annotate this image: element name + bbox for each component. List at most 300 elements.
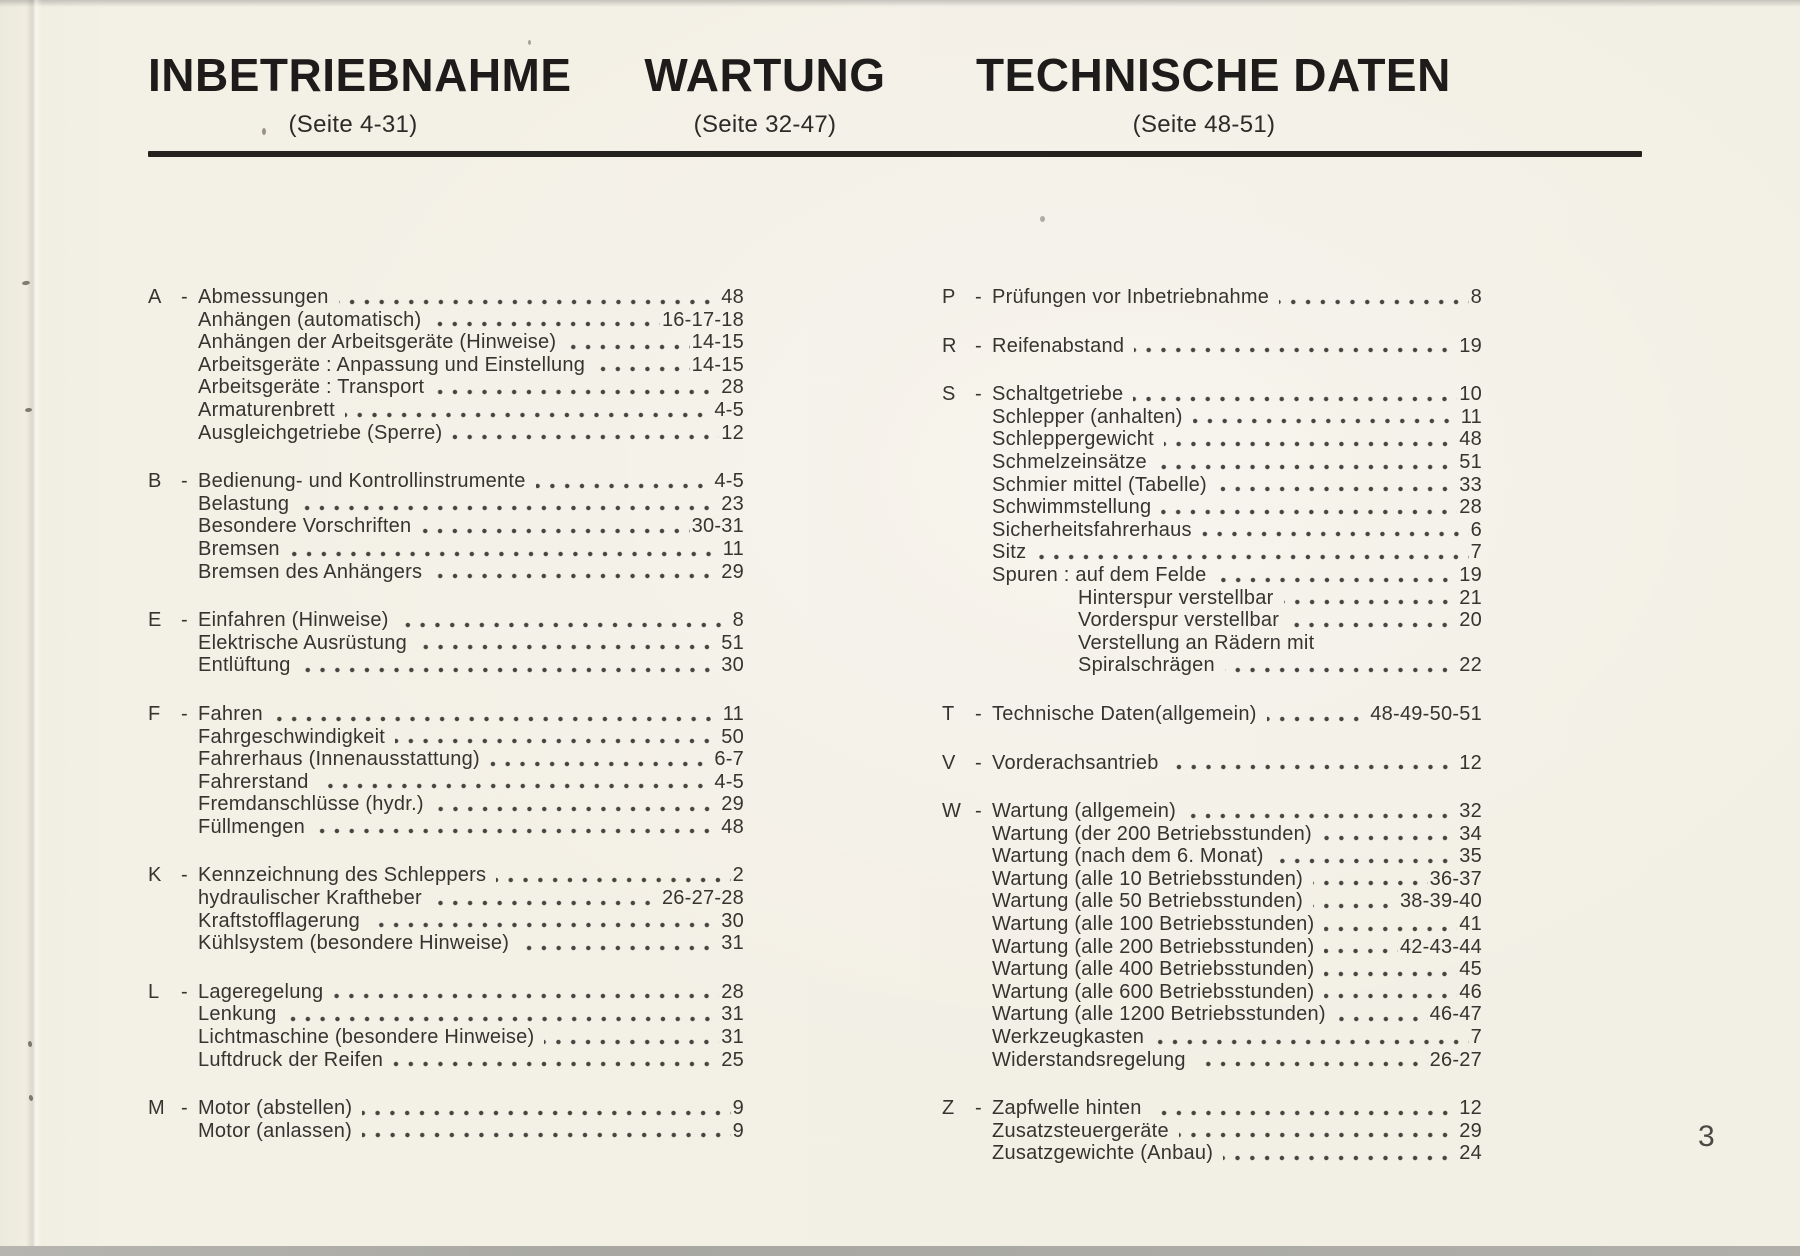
letter-dash: - (181, 1097, 188, 1120)
dot-leader (431, 321, 660, 327)
dot-leader (421, 528, 689, 534)
entry-label: Schaltgetriebe (992, 383, 1124, 406)
entry-page: 48 (721, 286, 744, 308)
entry-label: Anhängen (automatisch) (198, 308, 422, 331)
dot-leader (1217, 486, 1457, 492)
index-section-z (942, 1097, 1482, 1165)
dot-leader (544, 1039, 719, 1045)
entry-label: Vorderspur verstellbar (1078, 609, 1280, 632)
dot-leader (432, 573, 719, 579)
index-entry (942, 587, 1482, 610)
entry-label: Fahren (198, 702, 263, 725)
letter-dash: - (181, 864, 188, 887)
entry-label: Schleppergewicht (992, 428, 1154, 451)
entry-page: 19 (1459, 334, 1482, 357)
entry-page: 29 (721, 560, 744, 583)
index-entry (942, 703, 1482, 726)
entry-page: 51 (1459, 450, 1482, 473)
entry-page: 25 (721, 1048, 744, 1071)
dot-leader (1322, 835, 1457, 841)
index-entry (942, 1142, 1482, 1165)
ink-speck (262, 128, 266, 135)
entry-page: 7 (1470, 541, 1482, 564)
section-letter: R (942, 334, 957, 357)
index-entry (942, 752, 1482, 775)
entry-page: 42-43-44 (1399, 935, 1482, 958)
entry-label: Ausgleichgetriebe (Sperre) (198, 421, 443, 444)
index-entry (148, 932, 744, 955)
entry-page: 20 (1459, 609, 1482, 632)
letter-dash: - (975, 286, 982, 308)
entry-page: 9 (732, 1097, 744, 1120)
index-entry (148, 493, 744, 516)
entry-page: 26-27 (1429, 1048, 1482, 1071)
entry-page: 28 (721, 980, 744, 1003)
section-letter: A (148, 286, 162, 308)
index-entry (148, 1120, 744, 1143)
index-entry (942, 1003, 1482, 1026)
dot-leader (417, 644, 719, 650)
scan-bottom-edge (0, 1246, 1800, 1256)
index-entry (942, 1097, 1482, 1120)
index-entry (148, 887, 744, 910)
dot-leader (1324, 971, 1457, 977)
chapter-header-inbetriebnahme (148, 48, 572, 139)
entry-label: Schmier mittel (Tabelle) (992, 473, 1207, 496)
entry-label: Besondere Vorschriften (198, 515, 412, 538)
index-section-l (148, 981, 744, 1071)
dot-leader (1154, 1039, 1469, 1045)
index-section-v (942, 752, 1482, 775)
index-entry (148, 422, 744, 445)
dot-leader (1313, 903, 1398, 909)
entry-label: Widerstandsregelung (992, 1048, 1186, 1071)
entry-label: Lichtmaschine (besondere Hinweise) (198, 1026, 535, 1049)
index-entry (942, 890, 1482, 913)
dot-leader (1202, 531, 1469, 537)
entry-page: 19 (1459, 563, 1482, 586)
dot-leader (1284, 599, 1458, 605)
entry-label: Motor (anlassen) (198, 1119, 353, 1142)
scan-top-edge (0, 0, 1800, 7)
chapter-title: TECHNISCHE DATEN (976, 49, 1451, 101)
entry-page: 11 (1460, 405, 1482, 428)
entry-label: Bremsen (198, 537, 280, 560)
entry-label: Kennzeichnung des Schleppers (198, 864, 487, 887)
chapter-header-wartung (644, 48, 886, 139)
index-entry (148, 703, 744, 726)
index-entry (148, 910, 744, 933)
dot-leader (345, 412, 712, 418)
dot-leader (1152, 1110, 1458, 1116)
dot-leader (299, 505, 719, 511)
header-divider-rule (148, 151, 1642, 157)
index-section-p (942, 286, 1482, 309)
dot-leader (496, 877, 730, 883)
index-entry (942, 383, 1482, 406)
entry-label: Fahrerhaus (Innenausstattung) (198, 748, 480, 771)
dot-leader (395, 738, 719, 744)
dot-leader (490, 761, 712, 767)
entry-label: Vorderachsantrieb (992, 751, 1159, 774)
index-entry (942, 868, 1482, 891)
entry-page: 11 (722, 537, 744, 560)
entry-page: 28 (721, 376, 744, 399)
entry-page: 48 (1459, 428, 1482, 451)
entry-label: Technische Daten(allgemein) (992, 702, 1257, 725)
entry-page: 12 (1459, 751, 1482, 774)
entry-page: 31 (721, 1026, 744, 1049)
index-entry (148, 399, 744, 422)
index-section-b (148, 470, 744, 583)
entry-page: 12 (721, 421, 744, 444)
entry-label: Wartung (alle 10 Betriebsstunden) (992, 867, 1304, 890)
dot-leader (1164, 441, 1457, 447)
entry-label: Lenkung (198, 1003, 277, 1026)
entry-page: 4-5 (714, 470, 744, 493)
entry-page: 16-17-18 (661, 308, 744, 331)
dot-leader (536, 483, 713, 489)
dot-leader (393, 1061, 719, 1067)
dot-leader (1324, 644, 1480, 650)
index-entry (942, 632, 1482, 655)
index-entry (942, 496, 1482, 519)
index-entry (942, 913, 1482, 936)
index-entry (942, 1049, 1482, 1072)
dot-leader (287, 1016, 720, 1022)
entry-label: Werkzeugkasten (992, 1026, 1145, 1049)
ink-speck (1040, 216, 1045, 222)
section-letter: M (148, 1097, 165, 1120)
entry-page: 14-15 (691, 353, 744, 376)
chapter-pages: (Seite 4-31) (288, 111, 418, 138)
entry-label: Belastung (198, 492, 290, 515)
chapter-pages: (Seite 32-47) (693, 111, 837, 138)
dot-leader (290, 551, 721, 557)
entry-label: Fahrgeschwindigkeit (198, 725, 386, 748)
dot-leader (362, 1132, 731, 1138)
index-entry (148, 470, 744, 493)
letter-dash: - (181, 980, 188, 1003)
index-entry (942, 286, 1482, 309)
letter-dash: - (181, 470, 188, 493)
entry-label: Kraftstofflagerung (198, 909, 361, 932)
dot-leader (1313, 880, 1428, 886)
chapter-header-technische-daten (976, 48, 1451, 139)
index-entry (148, 771, 744, 794)
dot-leader (370, 922, 719, 928)
entry-label: Fremdanschlüsse (hydr.) (198, 793, 424, 816)
entry-label: Bedienung- und Kontrollinstrumente (198, 470, 526, 493)
dot-leader (1274, 858, 1458, 864)
dot-leader (1267, 716, 1369, 722)
dot-leader (434, 806, 719, 812)
index-column-right (942, 286, 1482, 1191)
dot-leader (432, 900, 660, 906)
page-number: 3 (1698, 1120, 1715, 1153)
entry-label: Abmessungen (198, 286, 329, 308)
index-entry (942, 451, 1482, 474)
dot-leader (315, 828, 719, 834)
index-entry (942, 609, 1482, 632)
entry-page: 48-49-50-51 (1370, 702, 1482, 725)
entry-label: Bremsen des Anhängers (198, 560, 423, 583)
entry-page: 14-15 (691, 331, 744, 354)
index-entry (942, 981, 1482, 1004)
entry-label: Spuren : auf dem Felde (992, 563, 1207, 586)
index-entry (148, 286, 744, 309)
dot-leader (1324, 993, 1457, 999)
entry-label: Armaturenbrett (198, 398, 335, 421)
index-entry (148, 864, 744, 887)
dot-leader (1134, 347, 1457, 353)
entry-page: 41 (1459, 913, 1482, 936)
entry-page: 46-47 (1429, 1003, 1482, 1026)
entry-page: 46 (1459, 980, 1482, 1003)
entry-label: Zusatzsteuergeräte (992, 1119, 1169, 1142)
dot-leader (339, 299, 720, 305)
entry-label: Luftdruck der Reifen (198, 1048, 384, 1071)
dot-leader (1133, 396, 1457, 402)
section-letter: S (942, 383, 956, 406)
entry-page: 32 (1459, 800, 1482, 823)
entry-label: Spiralschrägen (1078, 654, 1215, 677)
index-entry (148, 561, 744, 584)
chapter-title: WARTUNG (644, 49, 886, 101)
section-letter: Z (942, 1097, 955, 1120)
entry-page: 29 (721, 793, 744, 816)
index-column-left (148, 286, 744, 1168)
entry-label: Sicherheitsfahrerhaus (992, 518, 1192, 541)
entry-label: Sitz (992, 541, 1027, 564)
entry-page: 24 (1459, 1142, 1482, 1165)
entry-page: 23 (721, 492, 744, 515)
entry-page: 29 (1459, 1119, 1482, 1142)
index-entry (942, 845, 1482, 868)
index-section-k (148, 864, 744, 954)
entry-label: Hinterspur verstellbar (1078, 586, 1274, 609)
index-entry (148, 1097, 744, 1120)
index-entry (148, 632, 744, 655)
dot-leader (319, 783, 713, 789)
entry-page: 10 (1459, 383, 1482, 406)
dot-leader (1279, 299, 1468, 305)
entry-page: 50 (721, 725, 744, 748)
entry-page: 34 (1459, 822, 1482, 845)
index-entry (148, 376, 744, 399)
index-entry (942, 541, 1482, 564)
index-entry (148, 331, 744, 354)
entry-page: 7 (1470, 1026, 1482, 1049)
entry-label: Wartung (nach dem 6. Monat) (992, 845, 1264, 868)
index-entry (148, 515, 744, 538)
entry-label: Motor (abstellen) (198, 1097, 353, 1120)
dot-leader (1324, 926, 1457, 932)
entry-page: 51 (721, 631, 744, 654)
index-entry (148, 1003, 744, 1026)
entry-label: Prüfungen vor Inbetriebnahme (992, 286, 1270, 308)
entry-label: Elektrische Ausrüstung (198, 631, 407, 654)
entry-page: 9 (732, 1119, 744, 1142)
section-letter: W (942, 800, 962, 823)
entry-page: 2 (732, 864, 744, 887)
entry-page: 6 (1470, 518, 1482, 541)
entry-label: Wartung (allgemein) (992, 800, 1177, 823)
section-letter: B (148, 470, 162, 493)
letter-dash: - (975, 800, 982, 823)
index-entry (148, 1049, 744, 1072)
entry-page: 8 (732, 609, 744, 632)
dot-leader (1336, 1016, 1428, 1022)
index-entry (148, 748, 744, 771)
section-letter: P (942, 286, 956, 308)
entry-label: Wartung (alle 400 Betriebsstunden) (992, 958, 1315, 981)
index-section-a (148, 286, 744, 444)
entry-page: 33 (1459, 473, 1482, 496)
entry-label: Kühlsystem (besondere Hinweise) (198, 932, 510, 955)
dot-leader (1289, 622, 1457, 628)
index-entry (148, 309, 744, 332)
entry-label: Wartung (alle 600 Betriebsstunden) (992, 980, 1315, 1003)
index-entry (942, 474, 1482, 497)
entry-label: Reifenabstand (992, 334, 1125, 357)
dot-leader (1161, 509, 1457, 515)
entry-label: Wartung (alle 50 Betriebsstunden) (992, 890, 1304, 913)
index-entry (148, 981, 744, 1004)
index-section-f (148, 703, 744, 839)
chapter-pages: (Seite 48-51) (1132, 111, 1276, 138)
index-entry (148, 816, 744, 839)
dot-leader (434, 389, 719, 395)
index-entry (942, 1026, 1482, 1049)
binding-crease (26, 0, 42, 1246)
letter-dash: - (975, 702, 982, 725)
entry-label: Wartung (alle 100 Betriebsstunden) (992, 913, 1315, 936)
entry-label: Füllmengen (198, 815, 306, 838)
dot-leader (1324, 948, 1398, 954)
entry-label: Einfahren (Hinweise) (198, 609, 389, 632)
entry-label: Schmelzeinsätze (992, 450, 1147, 473)
index-section-t (942, 703, 1482, 726)
entry-label: Wartung (der 200 Betriebsstunden) (992, 822, 1312, 845)
dot-leader (566, 344, 689, 350)
entry-page: 38-39-40 (1399, 890, 1482, 913)
entry-label: hydraulischer Kraftheber (198, 887, 422, 910)
index-entry (942, 958, 1482, 981)
entry-label: Lageregelung (198, 980, 324, 1003)
dot-leader (362, 1110, 730, 1116)
chapter-title: INBETRIEBNAHME (148, 49, 572, 101)
ink-speck (528, 40, 531, 45)
dot-leader (1217, 577, 1458, 583)
entry-page: 30 (721, 654, 744, 677)
index-entry (148, 654, 744, 677)
entry-label: Wartung (alle 200 Betriebsstunden) (992, 935, 1315, 958)
section-letter: F (148, 702, 161, 725)
letter-dash: - (975, 1097, 982, 1120)
section-letter: K (148, 864, 162, 887)
letter-dash: - (975, 334, 982, 357)
index-section-w (942, 800, 1482, 1071)
index-entry (148, 1026, 744, 1049)
index-entry (942, 428, 1482, 451)
dot-leader (1169, 764, 1458, 770)
section-letter: L (148, 980, 160, 1003)
entry-page: 28 (1459, 496, 1482, 519)
index-entry (942, 823, 1482, 846)
index-entry (942, 564, 1482, 587)
dot-leader (1186, 813, 1457, 819)
section-letter: E (148, 609, 162, 632)
entry-page: 4-5 (714, 770, 744, 793)
dot-leader (1157, 464, 1457, 470)
dot-leader (595, 366, 689, 372)
entry-label: Schwimmstellung (992, 496, 1152, 519)
dot-leader (1196, 1061, 1428, 1067)
entry-label: Wartung (alle 1200 Betriebsstunden) (992, 1003, 1326, 1026)
entry-label: Arbeitsgeräte : Transport (198, 376, 425, 399)
entry-label: Zapfwelle hinten (992, 1097, 1142, 1120)
index-section-m (148, 1097, 744, 1142)
entry-page: 31 (721, 1003, 744, 1026)
index-entry (148, 726, 744, 749)
dot-leader (1179, 1132, 1457, 1138)
dot-leader (519, 945, 719, 951)
index-section-r (942, 335, 1482, 358)
entry-label: Fahrerstand (198, 770, 309, 793)
entry-page: 12 (1459, 1097, 1482, 1120)
dot-leader (301, 667, 720, 673)
entry-label: Verstellung an Rädern mit (1078, 631, 1315, 654)
entry-page: 21 (1459, 586, 1482, 609)
letter-dash: - (181, 702, 188, 725)
section-letter: V (942, 751, 956, 774)
index-entry (942, 1120, 1482, 1143)
dot-leader (1193, 418, 1459, 424)
index-entry (942, 936, 1482, 959)
index-entry (148, 609, 744, 632)
dot-leader (1225, 667, 1457, 673)
dot-leader (273, 716, 721, 722)
letter-dash: - (181, 609, 188, 632)
dot-leader (333, 993, 719, 999)
index-entry (148, 538, 744, 561)
entry-label: Zusatzgewichte (Anbau) (992, 1142, 1214, 1165)
entry-page: 48 (721, 815, 744, 838)
index-section-s (942, 383, 1482, 677)
index-entry (942, 406, 1482, 429)
dot-leader (1036, 554, 1468, 560)
letter-dash: - (181, 286, 188, 308)
index-section-e (148, 609, 744, 677)
entry-page: 11 (722, 702, 744, 725)
entry-page: 35 (1459, 845, 1482, 868)
entry-page: 36-37 (1429, 867, 1482, 890)
entry-label: Arbeitsgeräte : Anpassung und Einstellung (198, 353, 586, 376)
entry-page: 26-27-28 (661, 887, 744, 910)
index-entry (942, 800, 1482, 823)
dot-leader (399, 622, 731, 628)
dot-leader (1223, 1155, 1457, 1161)
entry-page: 30-31 (691, 515, 744, 538)
entry-page: 30 (721, 909, 744, 932)
entry-page: 31 (721, 932, 744, 955)
entry-page: 45 (1459, 958, 1482, 981)
entry-page: 6-7 (714, 748, 744, 771)
section-letter: T (942, 702, 955, 725)
index-entry (148, 793, 744, 816)
index-entry (942, 335, 1482, 358)
